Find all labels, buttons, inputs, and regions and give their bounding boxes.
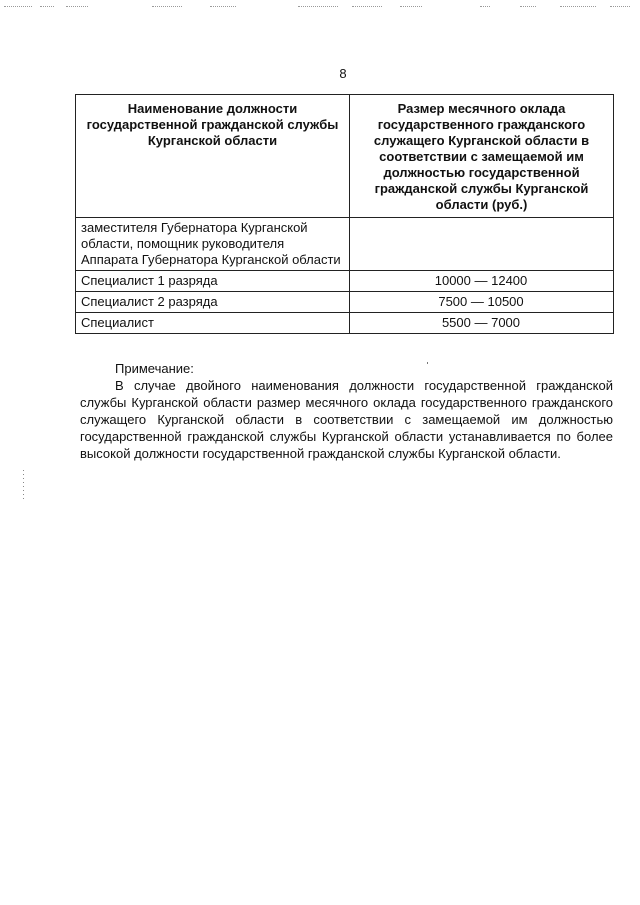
page-number: 8 <box>339 66 347 81</box>
salary-cell <box>350 218 614 271</box>
position-cell: заместителя Губернатора Курганской области, помощник руководителя Аппарата Губернатора Курганской области <box>76 218 350 271</box>
salary-cell: 7500 — 10500 <box>350 292 614 313</box>
table-row <box>76 271 614 292</box>
position-cell: Специалист 1 разряда <box>76 271 350 292</box>
header-position: Наименование должности государственной гражданской службы Курганской области <box>76 95 350 218</box>
salary-table <box>75 94 614 334</box>
position-cell: Специалист <box>76 313 350 334</box>
scan-speck <box>23 470 24 500</box>
table-row <box>76 292 614 313</box>
table-row <box>76 218 614 271</box>
salary-cell: 5500 — 7000 <box>350 313 614 334</box>
scan-artifact-marks <box>0 6 640 8</box>
table-header-row <box>76 95 614 218</box>
note-section <box>80 360 613 462</box>
position-cell: Специалист 2 разряда <box>76 292 350 313</box>
scan-speck <box>427 362 428 364</box>
header-salary: Размер месячного оклада государственного гражданского служащего Курганской области в соответствии с замещаемой им должностью государственной гражданской службы Курганской области (руб.) <box>350 95 614 218</box>
table-row <box>76 313 614 334</box>
note-title: Примечание: <box>115 361 194 376</box>
note-text: В случае двойного наименования должности государственной гражданской службы Курганской области размер месячного оклада государственного гражданского служащего Курганской области в соответствии с замещаемой им должностью государственной гражданской службы Курганской области устанавливается по более высокой должности государственной гражданской службы Курганской области. <box>80 378 613 461</box>
salary-cell: 10000 — 12400 <box>350 271 614 292</box>
